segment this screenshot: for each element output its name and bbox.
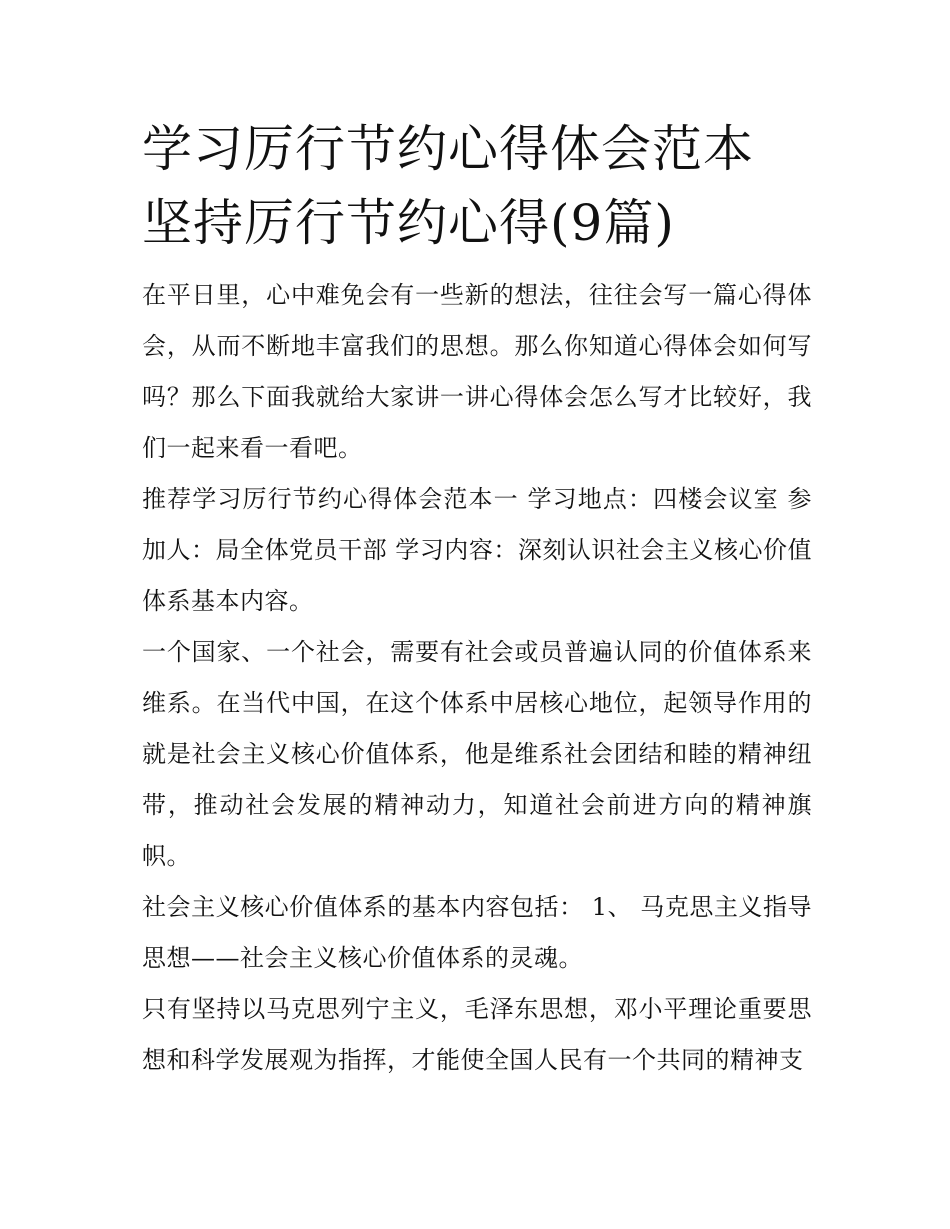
paragraph-basic-content: 社会主义核心价值体系的基本内容包括： 1、 马克思主义指导思想——社会主义核心价值体系的灵魂。: [142, 893, 812, 972]
document-body: [142, 112, 812, 1086]
document-title: 学习厉行节约心得体会范本 坚持厉行节约心得(9篇): [142, 120, 754, 252]
paragraph-value-system: 一个国家、一个社会，需要有社会或员普遍认同的价值体系来维系。在当代中国，在这个体系中居核心地位，起领导作用的就是社会主义核心价值体系，他是维系社会团结和睦的精神纽带，推动社会发展的精神动力，知道社会前进方向的精神旗帜。: [142, 638, 812, 870]
paragraph-intro: 在平日里，心中难免会有一些新的想法，往往会写一篇心得体会，从而不断地丰富我们的思想。那么你知道心得体会如何写吗？那么下面我就给大家讲一讲心得体会怎么写才比较好，我们一起来看一看吧。: [142, 281, 812, 462]
paragraph-study-info: 推荐学习厉行节约心得体会范本一 学习地点：四楼会议室 参加人：局全体党员干部 学习内容：深刻认识社会主义核心价值体系基本内容。: [142, 485, 812, 615]
paragraph-guidance: 只有坚持以马克思列宁主义，毛泽东思想，邓小平理论重要思想和科学发展观为指挥，才能使全国人民有一个共同的精神支: [142, 995, 812, 1074]
